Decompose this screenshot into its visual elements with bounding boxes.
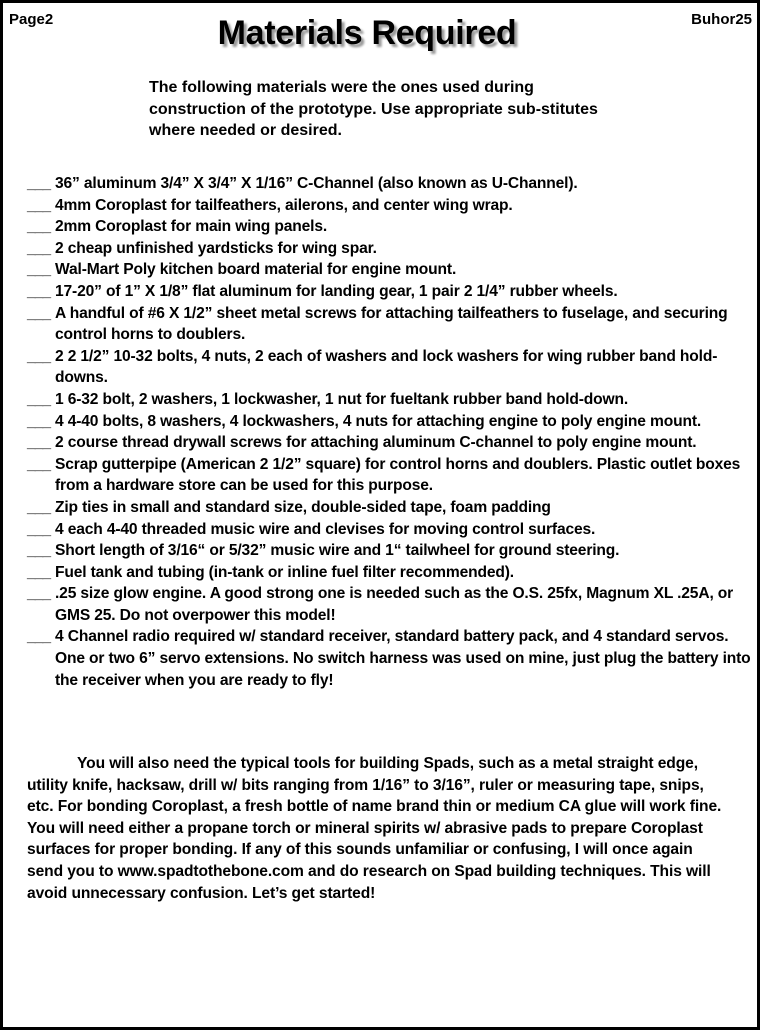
checklist-blank-line: ___	[27, 390, 51, 408]
checklist-blank-line: ___	[27, 347, 51, 365]
material-item	[27, 454, 757, 497]
material-item-text: 4 each 4-40 threaded music wire and clevises for moving control surfaces.	[55, 520, 596, 538]
material-item	[27, 411, 757, 433]
material-item-text: 1 6-32 bolt, 2 washers, 1 lockwasher, 1 nut for fueltank rubber band hold-down.	[55, 390, 629, 408]
material-item	[27, 281, 757, 303]
material-item-text: Fuel tank and tubing (in-tank or inline fuel filter recommended).	[55, 563, 514, 581]
material-item-text: 4 4-40 bolts, 8 washers, 4 lockwashers, 4 nuts for attaching engine to poly engine mount.	[55, 412, 702, 430]
checklist-blank-line: ___	[27, 196, 51, 214]
material-item	[27, 626, 757, 691]
checklist-blank-line: ___	[27, 520, 51, 538]
material-item	[27, 389, 757, 411]
material-item	[27, 497, 757, 519]
material-item-text: A handful of #6 X 1/2” sheet metal screws for attaching tailfeathers to fuselage, and securing control horns to doublers.	[55, 304, 728, 344]
checklist-blank-line: ___	[27, 175, 51, 192]
checklist-blank-line: ___	[27, 239, 51, 257]
material-item	[27, 259, 757, 281]
material-item	[27, 195, 757, 217]
material-item-text: 4 Channel radio required w/ standard receiver, standard battery pack, and 4 standard servos. One or two 6” servo extensions. No switch harness was used on mine, just plug the battery into the receiver when you are ready to fly!	[55, 628, 751, 689]
checklist-blank-line: ___	[27, 585, 51, 603]
checklist-blank-line: ___	[27, 455, 51, 473]
material-item	[27, 173, 757, 195]
material-item-text: 2mm Coroplast for main wing panels.	[55, 218, 328, 236]
material-item-text: Wal-Mart Poly kitchen board material for engine mount.	[55, 261, 457, 279]
material-item-text: 2 cheap unfinished yardsticks for wing spar.	[55, 239, 377, 257]
material-item-text: 2 course thread drywall screws for attaching aluminum C-channel to poly engine mount.	[55, 434, 697, 452]
material-item-text: Scrap gutterpipe (American 2 1/2” square) for control horns and doublers. Plastic outlet boxes from a hardware store can be used for this purpose.	[55, 455, 741, 495]
material-item	[27, 583, 757, 626]
checklist-blank-line: ___	[27, 498, 51, 516]
materials-checklist	[27, 173, 757, 691]
material-item-text: Short length of 3/16“ or 5/32” music wire and 1“ tailwheel for ground steering.	[55, 542, 620, 560]
checklist-blank-line: ___	[27, 542, 51, 560]
checklist-blank-line: ___	[27, 261, 51, 279]
checklist-blank-line: ___	[27, 434, 51, 452]
checklist-blank-line: ___	[27, 304, 51, 322]
checklist-blank-line: ___	[27, 218, 51, 236]
material-item	[27, 562, 757, 584]
checklist-blank-line: ___	[27, 563, 51, 581]
material-item-text: 4mm Coroplast for tailfeathers, ailerons, and center wing wrap.	[55, 196, 513, 214]
tools-paragraph: You will also need the typical tools for building Spads, such as a metal straight edge, utility knife, hacksaw, drill w/ bits ranging from 1/16” to 3/16”, ruler or measuring tape, snips, etc. For bonding Coroplast, a fresh bottle of name brand thin or medium CA glue will work fine. You will need either a propane torch or mineral spirits w/ abrasive pads to prepare Coroplast surfaces for proper bonding. If any of this sounds unfamiliar or confusing, I will once again send you to www.spadtothebone.com and do research on Spad building techniques. This will avoid unnecessary confusion. Let’s get started!	[27, 755, 722, 902]
material-item	[27, 216, 757, 238]
checklist-blank-line: ___	[27, 282, 51, 300]
material-item-text: 36” aluminum 3/4” X 3/4” X 1/16” C-Channel (also known as U-Channel).	[55, 175, 578, 192]
material-item-text: 2 2 1/2” 10-32 bolts, 4 nuts, 2 each of washers and lock washers for wing rubber band hold-downs.	[55, 347, 718, 387]
material-item	[27, 346, 757, 389]
material-item	[27, 238, 757, 260]
author-label: Buhor25	[691, 11, 752, 28]
material-item	[27, 432, 757, 454]
material-item-text: Zip ties in small and standard size, double-sided tape, foam padding	[55, 498, 551, 516]
material-item-text: 17-20” of 1” X 1/8” flat aluminum for landing gear, 1 pair 2 1/4” rubber wheels.	[55, 282, 618, 300]
material-item-text: .25 size glow engine. A good strong one is needed such as the O.S. 25fx, Magnum XL .25A, or GMS 25. Do not overpower this model!	[55, 585, 734, 624]
material-item	[27, 303, 757, 346]
intro-paragraph: The following materials were the ones used during construction of the prototype. Use appropriate sub-stitutes where needed or desired.	[149, 79, 598, 139]
page-number-label: Page2	[9, 11, 54, 28]
material-item	[27, 540, 757, 562]
checklist-blank-line: ___	[27, 628, 51, 646]
material-item	[27, 519, 757, 541]
checklist-blank-line: ___	[27, 412, 51, 430]
page-title: Materials Required	[217, 14, 517, 52]
